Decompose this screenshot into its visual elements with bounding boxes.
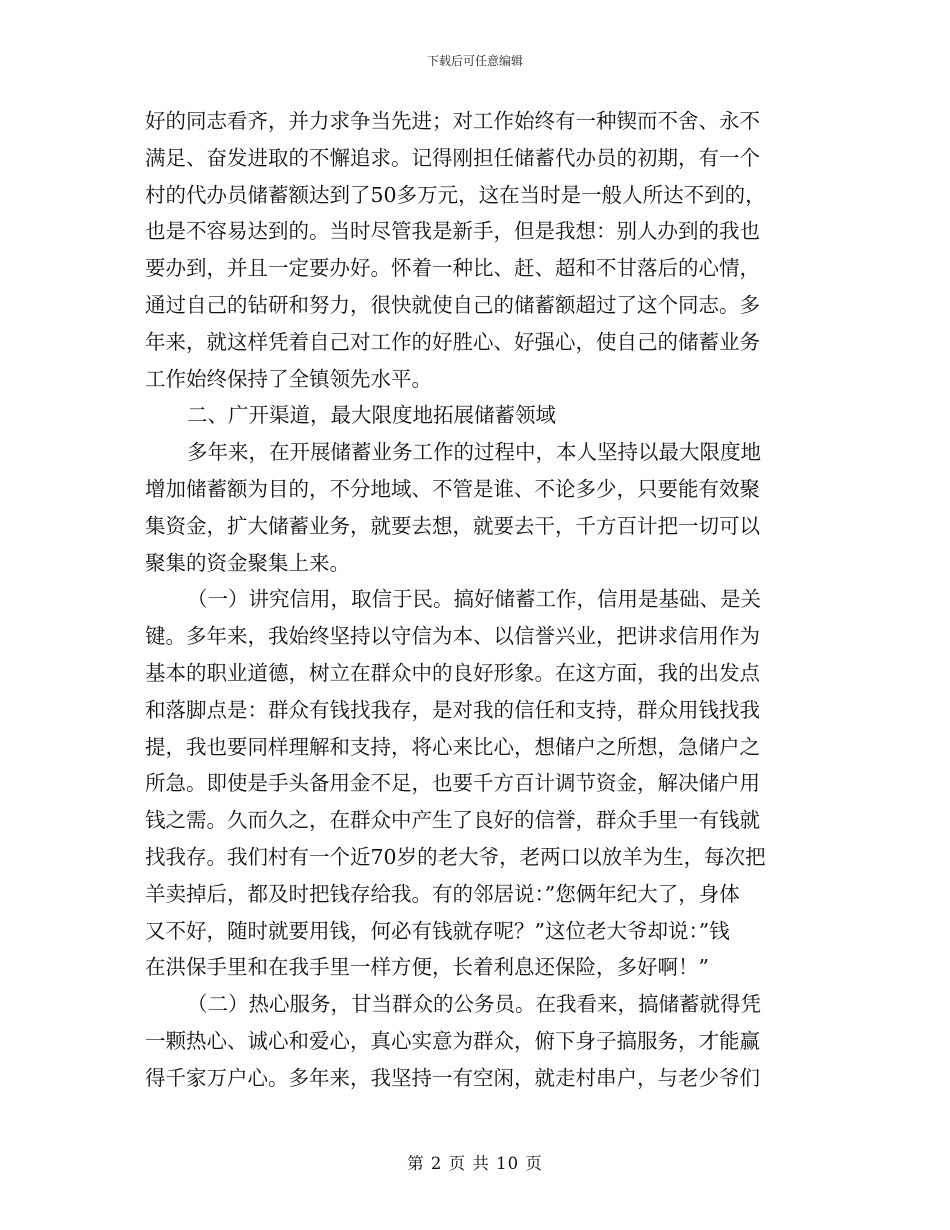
text-line: 聚集的资金聚集上来。	[145, 550, 350, 575]
section-heading	[145, 397, 795, 434]
paragraph-body	[145, 986, 795, 1096]
text-line: 钱之需。久而久之，在群众中产生了良好的信誉，群众手里一有钱就	[145, 808, 760, 833]
text-line: 年来，就这样凭着自己对工作的好胜心、好强心，使自己的储蓄业务	[145, 329, 760, 354]
text-line: 又不好，随时就要用钱，何必有钱就存呢？”这位老大爷却说：”钱	[145, 918, 730, 943]
text-line: 增加储蓄额为目的，不分地域、不管是谁、不论多少，只要能有效聚	[145, 476, 760, 501]
text-line: 一颗热心、诚心和爱心，真心实意为群众，俯下身子搞服务，才能赢	[145, 1028, 760, 1053]
text-line: 得千家万户心。多年来，我坚持一有空闲，就走村串户，与老少爷们	[145, 1065, 760, 1090]
text-line: 提，我也要同样理解和支持，将心来比心，想储户之所想，急储户之	[145, 734, 760, 759]
paragraph-body	[145, 581, 795, 986]
text-line: 要办到，并且一定要办好。怀着一种比、赶、超和不甘落后的心情，	[145, 256, 760, 281]
text-line: 也是不容易达到的。当时尽管我是新手，但是我想：别人办到的我也	[145, 219, 760, 244]
text-line: 键。多年来，我始终坚持以守信为本、以信誉兴业，把讲求信用作为	[145, 624, 760, 649]
page-header: 下载后可任意编辑	[426, 54, 523, 68]
heading-line: 二、广开渠道，最大限度地拓展储蓄领域	[187, 403, 556, 428]
document-body	[145, 103, 795, 1097]
text-line: 通过自己的钻研和努力，很快就使自己的储蓄额超过了这个同志。多	[145, 292, 760, 317]
paragraph-continuation	[145, 103, 795, 397]
text-line: 好的同志看齐，并力求争当先进；对工作始终有一种锲而不舍、永不	[145, 109, 760, 133]
page-footer: 第 2 页 共 10 页	[407, 1154, 543, 1173]
text-line: 所急。即使是手头备用金不足，也要千方百计调节资金，解决储户用	[145, 771, 760, 796]
text-line: 找我存。我们村有一个近70岁的老大爷，老两口以放羊为生，每次把	[145, 844, 766, 869]
text-line: 和落脚点是：群众有钱找我存，是对我的信任和支持，群众用钱找我	[145, 697, 760, 722]
text-line: 多年来，在开展储蓄业务工作的过程中，本人坚持以最大限度地	[187, 440, 761, 465]
text-line: 羊卖掉后，都及时把钱存给我。有的邻居说：”您俩年纪大了，身体	[145, 881, 740, 906]
text-line: （二）热心服务，甘当群众的公务员。在我看来，搞储蓄就得凭	[187, 992, 761, 1017]
text-line: 村的代办员储蓄额达到了50多万元，这在当时是一般人所达不到的，	[145, 182, 766, 207]
text-line: 基本的职业道德，树立在群众中的良好形象。在这方面，我的出发点	[145, 660, 760, 685]
text-line: 集资金，扩大储蓄业务，就要去想，就要去干，千方百计把一切可以	[145, 513, 760, 538]
text-line: （一）讲究信用，取信于民。搞好储蓄工作，信用是基础、是关	[187, 587, 761, 612]
text-line: 在洪保手里和在我手里一样方便，长着利息还保险，多好啊！”	[145, 955, 709, 980]
text-line: 工作始终保持了全镇领先水平。	[145, 366, 432, 391]
text-line: 满足、奋发进取的不懈追求。记得刚担任储蓄代办员的初期，有一个	[145, 145, 760, 170]
paragraph-body	[145, 434, 795, 581]
